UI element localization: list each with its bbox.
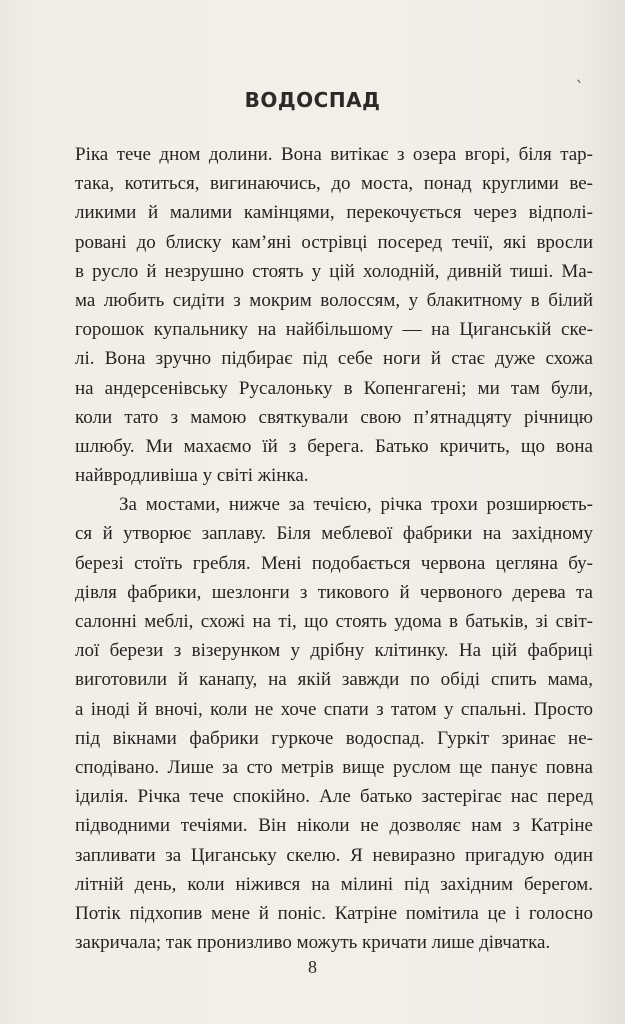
text-line: на андерсенівську Русалоньку в Копенгагені; ми там були,	[75, 377, 593, 399]
paper-speck	[577, 77, 583, 83]
text-line: За мостами, нижче за течією, річка трохи розширюєть-	[119, 494, 593, 516]
text-line: закричала; так пронизливо можуть кричати лише дівчатка.	[75, 932, 551, 954]
text-line: березі стоїть гребля. Мені подобається червона цегляна бу-	[75, 552, 593, 574]
text-line: коли тато з мамою святкували свою п’ятнадцяту річницю	[75, 406, 593, 428]
text-line: Потік підхопив мене й поніс. Катріне помітила це і голосно	[75, 902, 593, 924]
text-line: Ріка тече дном долини. Вона витікає з озера вгорі, біля тар-	[75, 144, 593, 165]
text-line: в русло й незрушно стоять у цій холодній, дивній тиші. Ма-	[75, 260, 593, 282]
text-line: горошок купальнику на найбільшому — на Циганській ске-	[75, 319, 593, 341]
text-line: ликими й малими камінцями, перекочується через відполі-	[75, 202, 593, 224]
text-line: ровані до блиску кам’яні острівці посеред течії, які вросли	[75, 231, 593, 253]
text-line: найвродливіша у світі жінка.	[75, 465, 309, 487]
text-line: ма любить сидіти з мокрим волоссям, у блакитному в білий	[75, 289, 593, 311]
text-line: запливати за Циганську скелю. Я невиразно пригадую один	[75, 844, 593, 866]
text-line: підводними течіями. Він ніколи не дозволяє нам з Катріне	[75, 815, 593, 837]
text-line: а іноді й вночі, коли не хоче спати з татом у спальні. Просто	[75, 698, 593, 720]
chapter-body	[75, 140, 593, 957]
text-line: шлюбу. Ми махаємо їй з берега. Батько кричить, що вона	[75, 435, 593, 457]
text-line: ідилія. Річка тече спокійно. Але батько застерігає нас перед	[75, 786, 593, 808]
text-line: ся й утворює заплаву. Біля меблевої фабрики на західному	[75, 523, 593, 545]
text-line: літній день, коли ніжився на мілині під західним берегом.	[75, 873, 593, 895]
text-line: виготовили й канапу, на якій завжди по обіді спить мама,	[75, 669, 593, 691]
text-line: така, котиться, вигинаючись, до моста, понад круглими ве-	[75, 173, 593, 195]
text-line: під вікнами фабрики гуркоче водоспад. Гуркіт зринає не-	[75, 727, 593, 749]
chapter-title: ВОДОСПАД	[244, 88, 381, 112]
text-line: лої берези з візерунком у дрібну клітинку. На цій фабриці	[75, 640, 593, 662]
text-line: дівля фабрики, шезлонги з тикового й червоного дерева та	[75, 581, 593, 603]
text-line: сподівано. Лише за сто метрів вище руслом ще панує повна	[75, 756, 593, 778]
page-number: 8	[308, 957, 317, 977]
text-line: салонні меблі, схожі на ті, що стоять удома в батьків, зі світ-	[75, 611, 593, 632]
text-line: лі. Вона зручно підбирає під себе ноги й стає дуже схожа	[75, 348, 593, 370]
